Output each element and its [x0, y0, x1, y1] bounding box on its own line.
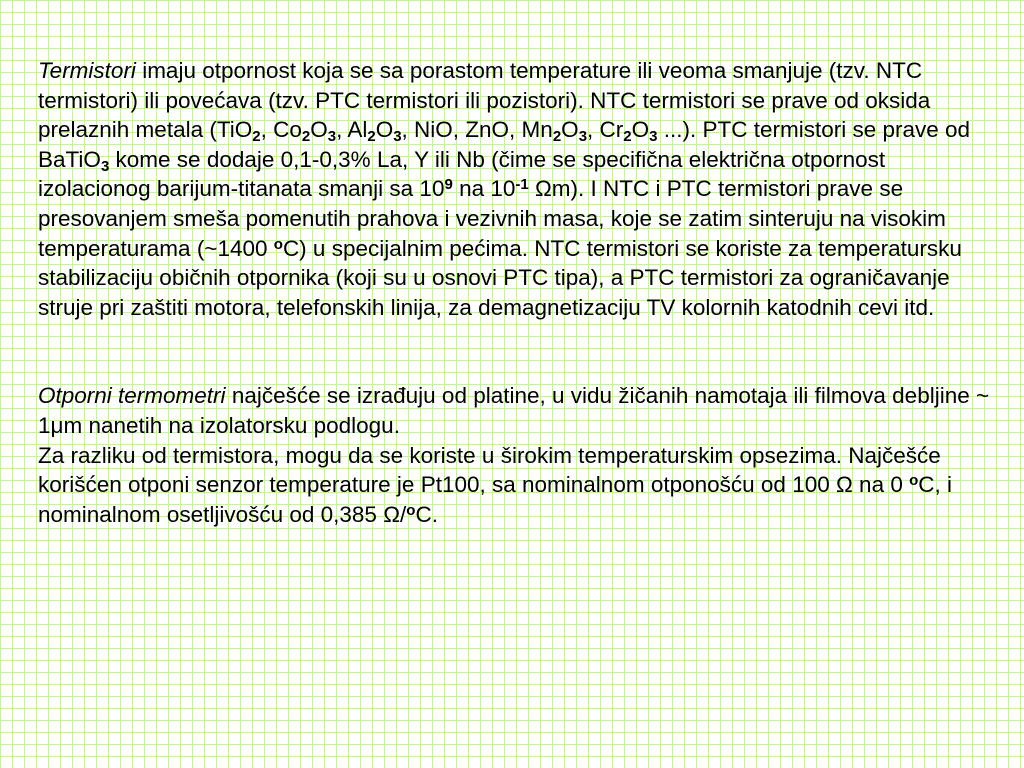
text-segment: O — [561, 117, 579, 143]
subscript: 3 — [100, 157, 110, 175]
text-segment: C, i nominalnom osetljivošću od 0,385 Ω/ — [38, 472, 953, 527]
subscript: 3 — [393, 128, 402, 146]
subscript: 2 — [623, 128, 632, 146]
subscript: 2 — [301, 128, 311, 146]
text-segment: kome se dodaje 0,1-0,3% La, Y ili Nb (čime se specifična električna otpornost izolacionog barijum-titanata smanji sa 10 — [38, 146, 886, 202]
paragraph-spacer — [38, 322, 998, 381]
text-segment: C. — [415, 501, 438, 527]
text-segment: , Cr — [587, 117, 624, 143]
superscript: o — [909, 472, 919, 490]
text-segment: O — [375, 117, 394, 143]
text-segment: , NiO, ZnO, Mn — [401, 117, 553, 143]
text-segment: Ωm). I NTC i PTC termistori prave se presovanjem smeša pomenutih prahova i vezivnih masa, koje se zatim sinteruju na visokim temperaturama (~1400 — [38, 176, 946, 261]
term-otporni-termometri: Otporni termometri — [38, 383, 226, 409]
text-segment: ...). PTC termistori se prave od BaTiO — [38, 117, 971, 172]
subscript: 2 — [367, 128, 376, 146]
superscript: -1 — [515, 176, 529, 194]
superscript: o — [273, 235, 283, 253]
subscript: 3 — [578, 128, 588, 146]
subscript: 2 — [252, 128, 261, 146]
subscript: 3 — [327, 128, 337, 146]
text-segment: Za razliku od termistora, mogu da se koriste u širokim temperaturskim opsezima. Najčešće korišćen otponi senzor temperature je Pt100, sa nominalnom otponošću od 100 Ω na 0 — [38, 442, 941, 498]
text-segment: imaju otpornost koja se sa porastom temperature ili veoma smanjuje (tzv. NTC termistori) ili povećava (tzv. PTC termistori ili pozistori). NTC termistori se prave od oksida prelaznih metala (TiO — [38, 58, 931, 143]
text-segment: najčešće se izrađuju od platine, u vidu žičanih namotaja ili filmova debljine ~ 1μm nanetih na izolatorsku podlogu. — [38, 383, 990, 438]
subscript: 2 — [552, 128, 562, 146]
text-segment: na 10 — [452, 176, 516, 202]
paragraph-otporni-termometri — [38, 381, 998, 529]
text-segment: , Al — [336, 117, 368, 143]
text-segment: C) u specijalnim pećima. NTC termistori se koriste za temperatursku stabilizaciju običnih otpornika (koji su u osnovi PTC tipa), a PTC termistori za ograničavanje struje pri zaštiti motora, telefonskih linija, za demagnetizaciju TV kolornih katodnih cevi itd. — [38, 235, 962, 320]
text-segment: O — [310, 117, 328, 143]
superscript: o — [406, 501, 416, 519]
slide-content — [38, 56, 998, 529]
subscript: 3 — [649, 128, 658, 146]
paragraph-termistori — [38, 56, 998, 322]
text-segment: , Co — [260, 117, 302, 143]
superscript: 9 — [444, 176, 453, 194]
term-termistori: Termistori — [38, 58, 136, 83]
text-segment: O — [631, 117, 650, 143]
